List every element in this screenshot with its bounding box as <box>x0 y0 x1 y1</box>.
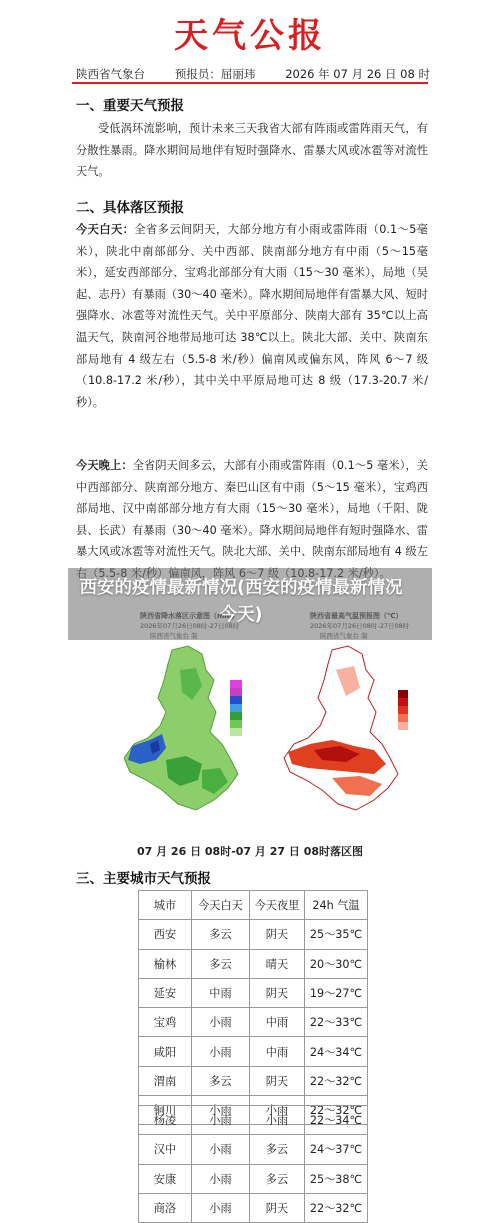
table-cell: 晴天 <box>250 949 305 978</box>
legend-swatch-30 <box>398 722 408 730</box>
table-cell: 阴天 <box>250 1193 305 1222</box>
table-cell: 宝鸡 <box>139 1008 192 1037</box>
section2-heading: 二、具体落区预报 <box>76 200 184 216</box>
tonight-text: 全省阴天间多云，大部有小雨或雷阵雨（0.1～5 毫米），关中西部部分、陕南部分地方、秦巴山区有中雨（5～15 毫米），宝鸡西部局地、汉中南部部分地方有大雨（15～30 毫米），局地（千阳、陇县、长武）有暴雨（30～40 毫米）。降水期间局地伴有短时强降水、雷暴大风或冰雹等对流性天气。陕北大部、关中、陕南东部局地有 4 级左 <box>76 459 428 559</box>
table-cell: 25～38℃ <box>305 1164 368 1193</box>
table-cell: 延安 <box>139 978 192 1007</box>
legend-swatch-50 <box>230 696 242 704</box>
table-cell: 铜川 <box>139 1096 192 1125</box>
table-cell: 22～32℃ <box>305 1096 368 1125</box>
legend-swatch-37 <box>398 698 408 706</box>
table-row <box>139 1193 368 1222</box>
table-cell: 22～32℃ <box>305 1066 368 1095</box>
table-row <box>139 1135 368 1164</box>
table-cell: 城市 <box>139 891 192 920</box>
table-cell: 小雨 <box>250 1106 305 1135</box>
legend-swatch-10 <box>230 712 242 720</box>
table-cell: 25～35℃ <box>305 920 368 949</box>
table-row <box>139 1008 368 1037</box>
forecaster: 预报员：屈丽玮 <box>174 67 256 81</box>
table-cell: 中雨 <box>250 1037 305 1066</box>
maps-caption: 07 月 26 日 08时-07 月 27 日 08时落区图 <box>136 845 364 858</box>
table-cell: 阴天 <box>250 1066 305 1095</box>
table-row <box>139 978 368 1007</box>
table-cell: 小雨 <box>192 1096 250 1125</box>
legend-swatch-100 <box>230 688 242 696</box>
table-cell: 小雨 <box>250 1096 305 1125</box>
section1-heading: 一、重要天气预报 <box>76 98 184 114</box>
table-cell: 汉中 <box>139 1135 192 1164</box>
table-row <box>139 1106 368 1135</box>
table-cell: 阴天 <box>250 978 305 1007</box>
table-cell: 小雨 <box>192 1164 250 1193</box>
legend-swatch-40 <box>398 690 408 698</box>
precipitation-map <box>110 640 250 820</box>
table-cell: 24h 气温 <box>305 891 368 920</box>
table-header-row <box>139 891 368 920</box>
city-weather-table-b <box>138 1105 368 1223</box>
table-row <box>139 949 368 978</box>
table-cell: 中雨 <box>192 978 250 1007</box>
legend-swatch-250 <box>230 680 242 688</box>
table-cell: 小雨 <box>192 1135 250 1164</box>
table-cell: 渭南 <box>139 1066 192 1095</box>
table-cell: 24～37℃ <box>305 1135 368 1164</box>
table-cell: 多云 <box>192 949 250 978</box>
today-day-text: 全省多云间阴天，大部分地方有小雨或雷阵雨（0.1～5毫米），陕北中南部部分、关中西部、陕南部分地方有中雨（5～15毫米），延安西部部分、宝鸡北部部分有大雨（15～30 毫米），局地（吴起、志丹）有暴雨（30～40 毫米）。降水期间局地伴有雷暴大风、短时强降水、冰雹等对流性天气。关中平原部分、陕南大部有 35℃以上高温天气，陕南河谷地带局地可达 38℃以上。陕北大部、关中、陕南东部局地有 4 级左右（5.5-8 米/秒）偏南风或偏东风，阵风 6～7 级（10.8-17.2 米/秒），其中关中平原局地可达 8 级（17.3-20.7 米/秒）。 <box>76 223 428 409</box>
bulletin-meta <box>76 66 430 82</box>
table-cell: 西安 <box>139 920 192 949</box>
table-cell: 中雨 <box>250 1008 305 1037</box>
table-cell: 今天白天 <box>192 891 250 920</box>
table-cell: 20～30℃ <box>305 949 368 978</box>
table-cell: 咸阳 <box>139 1037 192 1066</box>
table-cell: 杨凌 <box>139 1106 192 1135</box>
section3-heading: 三、主要城市天气预报 <box>76 871 211 887</box>
today-day-paragraph <box>76 219 428 413</box>
temperature-legend <box>398 690 408 730</box>
table-cell: 22～34℃ <box>305 1106 368 1135</box>
table-row <box>139 1037 368 1066</box>
city-weather-table-a <box>138 890 368 1125</box>
table-cell: 多云 <box>192 920 250 949</box>
table-cell: 今天夜里 <box>250 891 305 920</box>
temperature-map <box>270 640 410 820</box>
table-row <box>139 1164 368 1193</box>
table-cell: 小雨 <box>192 1008 250 1037</box>
tonight-paragraph <box>76 455 428 585</box>
table-cell: 多云 <box>250 1164 305 1193</box>
table-cell: 多云 <box>192 1066 250 1095</box>
table-cell: 24～34℃ <box>305 1037 368 1066</box>
table-row <box>139 1066 368 1095</box>
table-row <box>139 920 368 949</box>
tonight-label: 今天晚上： <box>76 459 133 472</box>
table-cell: 阴天 <box>250 920 305 949</box>
header-divider <box>72 82 428 84</box>
legend-swatch-35 <box>398 706 408 714</box>
legend-swatch-32 <box>398 714 408 722</box>
section1-text: 受低涡环流影响，预计未来三天我省大部有阵雨或雷阵雨天气，有分散性暴雨。降水期间局地伴有短时强降水、雷暴大风或冰雹等对流性天气。 <box>76 122 428 179</box>
legend-swatch-0-1 <box>230 728 242 736</box>
issue-datetime: 2026 年 07 月 26 日 08 时 <box>285 67 430 81</box>
table-cell: 小雨 <box>192 1106 250 1135</box>
legend-swatch-25 <box>230 704 242 712</box>
table-cell: 商洛 <box>139 1193 192 1222</box>
today-day-label: 今天白天： <box>76 223 135 236</box>
precipitation-legend <box>230 680 242 736</box>
table-cell: 19～27℃ <box>305 978 368 1007</box>
table-cell: 安康 <box>139 1164 192 1193</box>
table-cell: 22～33℃ <box>305 1008 368 1037</box>
table-cell: 榆林 <box>139 949 192 978</box>
table-cell: 小雨 <box>192 1193 250 1222</box>
headline-text[interactable]: 西安的疫情最新情况(西安的疫情最新情况今天) <box>79 578 403 625</box>
legend-swatch-5 <box>230 720 242 728</box>
issuer: 陕西省气象台 <box>76 67 145 81</box>
table-cell: 小雨 <box>192 1037 250 1066</box>
table-cell: 22～32℃ <box>305 1193 368 1222</box>
bulletin-title: 天气公报 <box>174 16 326 56</box>
table-cell: 多云 <box>250 1135 305 1164</box>
